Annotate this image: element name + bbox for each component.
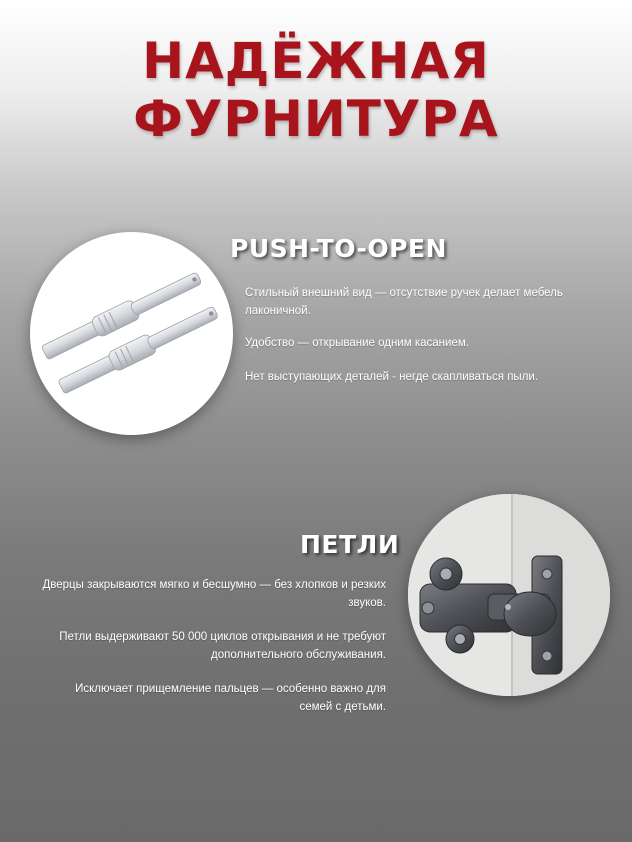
hinges-point-3: Исключает прищемление пальцев — особенно важно для семей с детьми. [75, 683, 386, 713]
push-to-open-point-2: Удобство — открывание одним касанием. [245, 337, 469, 349]
hinges-title: ПЕТЛИ [300, 530, 400, 559]
push-latch-image [30, 232, 233, 435]
headline-line-1: НАДЁЖНАЯ [142, 32, 490, 90]
push-to-open-point-3: Нет выступающих деталей - негде скапливаться пыли. [245, 371, 539, 383]
push-to-open-title: PUSH-TO-OPEN [230, 234, 447, 263]
hinges-point-2: Петли выдерживают 50 000 циклов открывания и не требуют дополнительного обслуживания. [59, 631, 386, 661]
headline-line-2: ФУРНИТУРА [133, 90, 499, 148]
hinge-image [408, 494, 610, 696]
push-to-open-point-1: Стильный внешний вид — отсутствие ручек делает мебель лаконичной. [245, 287, 563, 317]
hinges-point-1: Дверцы закрываются мягко и бесшумно — без хлопков и резких звуков. [42, 579, 386, 609]
